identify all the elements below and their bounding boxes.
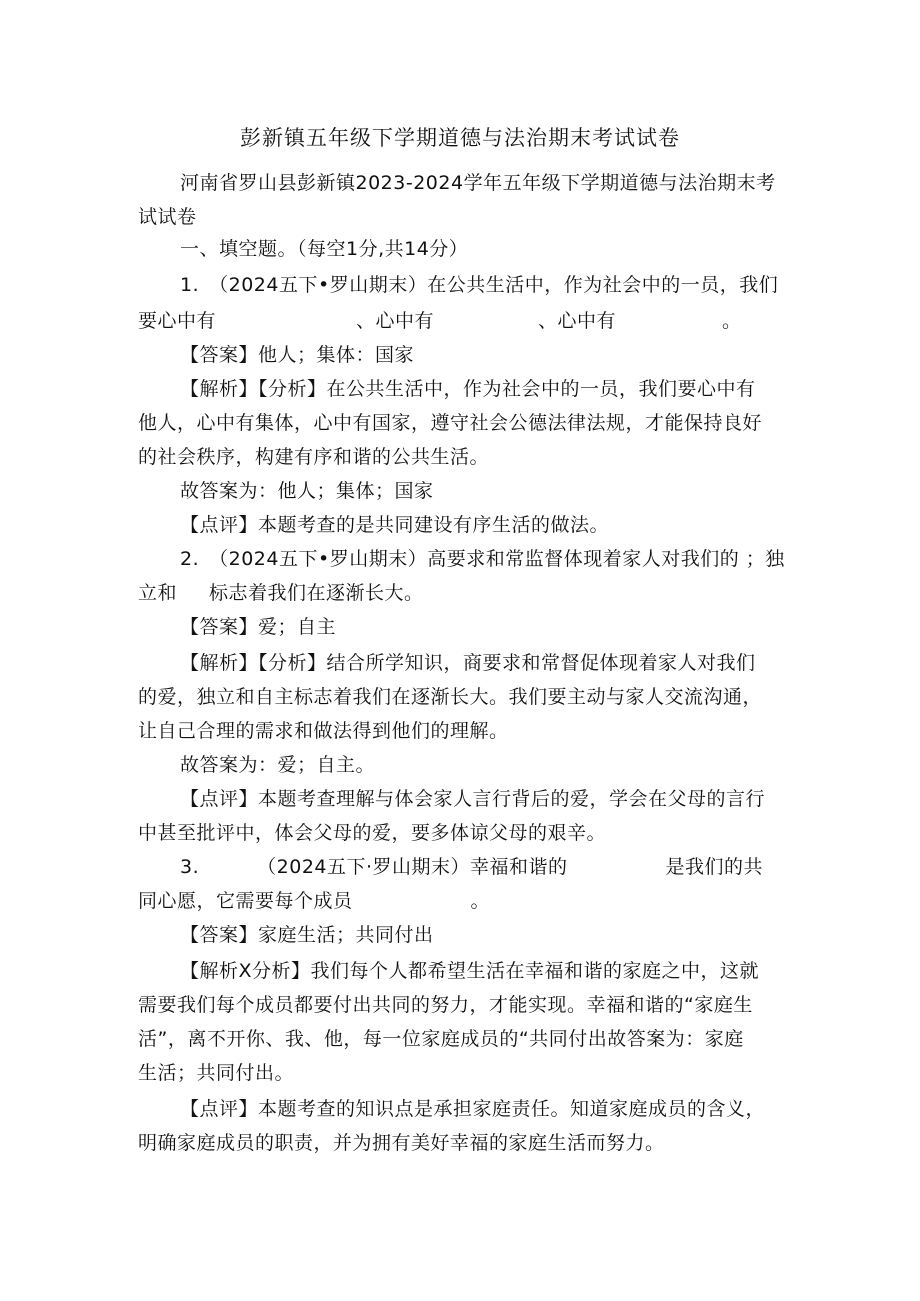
analysis-line: 【解析】【分析】在公共生活中，作为社会中的一员，我们要心中有	[180, 378, 756, 400]
q2-text-part: 标志着我们在逐渐长大。	[209, 582, 424, 604]
analysis-line: 需要我们每个成员都要付出共同的努力，才能实现。幸福和谐的“家庭生	[138, 994, 753, 1016]
question-3-blanks	[138, 884, 490, 918]
q1-text-part: 。	[722, 310, 742, 332]
comment-line: 【点评】本题考查的是共同建设有序生活的做法。	[180, 514, 610, 536]
answer-line: 【答案】他人；集体：国家	[180, 344, 415, 366]
analysis-line: 的社会秩序，构建有序和谐的公共生活。	[138, 446, 490, 468]
q3-text-part: 。	[470, 890, 491, 912]
question-1-blanks	[138, 304, 742, 338]
q3-text-part: （2024五下·罗山期末）幸福和谐的	[257, 856, 568, 878]
analysis-line: 【解析】【分析】结合所学知识，商要求和常督促体现着家人对我们	[180, 652, 756, 674]
subtitle-line: 试试卷	[138, 206, 197, 228]
q1-text-part: 要心中有	[138, 310, 217, 332]
question-2-blanks	[138, 576, 424, 610]
q2-text-part: 立和	[138, 582, 178, 604]
analysis-line: 他人，心中有集体，心中有国家，遵守社会公德法律法规，才能保持良好	[138, 412, 763, 434]
section-heading: 一、填空题。（每空1分,共14分）	[180, 238, 469, 260]
analysis-line: 生活；共同付出。	[138, 1062, 295, 1084]
q1-text-part: 、心中有	[538, 310, 617, 332]
result-line: 故答案为：爱；自主。	[180, 754, 376, 776]
subtitle-line: 河南省罗山县彭新镇2023-2024学年五年级下学期道德与法治期末考	[180, 172, 776, 194]
analysis-line: 活”，离不开你、我、他，每一位家庭成员的“共同付出故答案为：家庭	[138, 1028, 744, 1050]
page-title: 彭新镇五年级下学期道德与法治期末考试试卷	[240, 126, 680, 150]
analysis-line: 的爱，独立和自主标志着我们在逐渐长大。我们要主动与家人交流沟通，	[138, 686, 763, 708]
comment-line: 【点评】本题考查的知识点是承担家庭责任。知道家庭成员的含义，	[180, 1098, 766, 1120]
q3-text-part: 3.	[180, 856, 200, 878]
result-line: 故答案为：他人；集体；国家	[180, 480, 434, 502]
answer-line: 【答案】爱；自主	[180, 616, 337, 638]
question-2-text: 2. （2024五下•罗山期末）高要求和常监督体现着家人对我们的 ；独	[180, 548, 785, 570]
question-3-text	[180, 850, 763, 884]
comment-line: 【点评】本题考查理解与体会家人言行背后的爱，学会在父母的言行	[180, 788, 766, 810]
q1-text-part: 、心中有	[356, 310, 435, 332]
comment-line: 明确家庭成员的职责，并为拥有美好幸福的家庭生活而努力。	[138, 1132, 665, 1154]
q3-text-part: 同心愿，它需要每个成员	[138, 890, 353, 912]
answer-line: 【答案】家庭生活；共同付出	[180, 924, 434, 946]
q3-text-part: 是我们的共	[665, 856, 764, 878]
question-1-text: 1. （2024五下•罗山期末）在公共生活中，作为社会中的一员，我们	[180, 274, 779, 296]
comment-line: 中甚至批评中，体会父母的爱，要多体谅父母的艰辛。	[138, 822, 607, 844]
analysis-line: 让自己合理的需求和做法得到他们的理解。	[138, 720, 509, 742]
analysis-line: 【解析X分析】我们每个人都希望生活在幸福和谐的家庭之中，这就	[180, 960, 760, 982]
